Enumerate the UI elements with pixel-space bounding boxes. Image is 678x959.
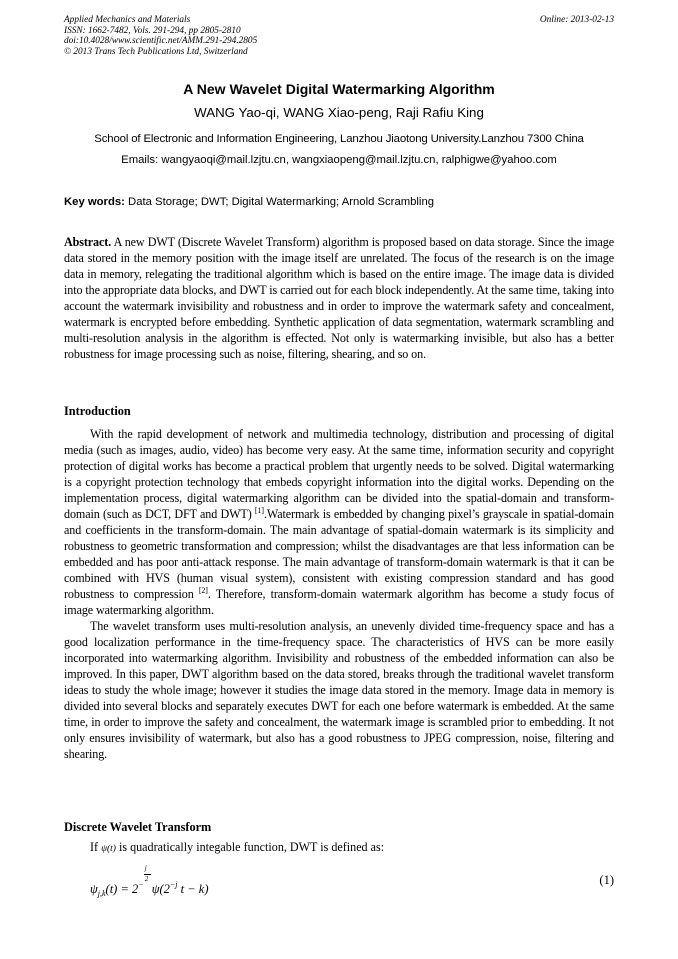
eq-exponent-sign: −: [138, 880, 144, 889]
intro-paragraph-1: [64, 426, 614, 618]
section-heading-introduction: Introduction: [64, 404, 131, 418]
psi-function: ψ(t): [101, 844, 116, 854]
eq-frac-numerator: j: [144, 864, 147, 872]
author-emails: Emails: wangyaoqi@mail.lzjtu.cn, wangxiaopeng@mail.lzjtu.cn, ralphigwe@yahoo.com: [121, 154, 557, 166]
dwt-intro-line: [90, 840, 384, 855]
online-date: Online: 2013-02-13: [539, 15, 614, 25]
citation-1: [1]: [254, 506, 264, 515]
introduction-body: [64, 426, 614, 762]
intro-paragraph-2: The wavelet transform uses multi-resolution analysis, an unevenly divided time-frequency space and has a good localization performance in the time-frequency space. The characteristics of HVS can be more easily incorporated into watermarking algorithm. Invisibility and robustness of the embedded information can also be improved. In this paper, DWT algorithm based on the data stored, breaks through the traditional wavelet transform ideas to study the whole image; however it studies the image data stored in the memory. Image data in memory is divided into several blocks and separately executes DWT for each one before watermark is embedded. At the same time, in order to improve the safety and concealment, the watermark image is scrambled prior to embedding. It not only ensures invisibility of watermark, but also has a good robustness to JPEG compression, noise, filtering and shearing.: [64, 619, 614, 761]
equation-1-body: [90, 864, 209, 898]
intro-p1-text-a: With the rapid development of network and multimedia technology, distribution and processing of digital media (such as images, audio, video) has become very easy. At the same time, information security and copyright protection of digital works has become a practical problem that urgently needs to be solved. Digital watermarking is a copyright protection technology that embeds copyright information into the digital works. Depending on the implementation process, digital watermarking algorithm can be divided into the spatial-domain and transform-domain (such as DCT, DFT and DWT): [64, 427, 614, 521]
eq-subscript: j,k: [97, 889, 106, 898]
affiliation: School of Electronic and Information Engineering, Lanzhou Jiaotong University.Lanzhou 7300 China: [94, 133, 584, 145]
abstract-label: Abstract.: [64, 235, 112, 249]
running-header: [64, 15, 614, 57]
eq-frac-denominator: 2: [144, 875, 149, 883]
eq-tail: t − k): [177, 882, 209, 896]
section-heading-dwt: Discrete Wavelet Transform: [64, 820, 212, 834]
intro-p1-text-b: .Watermark is embedded by changing pixel’s grayscale in spatial-domain and coefficients in the transform-domain. The main advantage of spatial-domain watermark is its simplicity and robustness to geometric transformation and compression; whilst the disadvantages are that less information can be embedded and has poor anti-attack response. The main advantage of transform-domain watermark is that it can be combined with HVS (human visual system), consistent with existing compression standard and has good robustness to compression: [64, 507, 614, 601]
doi-line: doi:10.4028/www.scientific.net/AMM.291-294.2805: [64, 36, 258, 47]
citation-2: [2]: [198, 586, 208, 595]
abstract-text: A new DWT (Discrete Wavelet Transform) algorithm is proposed based on data storage. Since the image data stored in the memory position with the image itself are unrelated. The focus of the research is on the image data in memory, relegating the traditional algorithm which is based on the entire image. The image data is divided into the appropriate data blocks, and DWT is carried out for each block independently. At the same time, taking into account the watermark invisibility and robustness and in order to improve the watermark safety and concealment, watermark is encrypted before embedding. Synthetic application of data segmentation, watermark scrambling and multi-resolution analysis in the algorithm is effected. Not only is watermarking invisible, but also has a better robustness for image processing such as noise, filtering, shearing, and so on.: [64, 235, 614, 361]
paper-title: A New Wavelet Digital Watermarking Algorithm: [183, 81, 495, 97]
abstract: [64, 234, 614, 362]
eq-psi2: ψ(2: [151, 882, 170, 896]
eq-psi: ψ: [90, 882, 98, 896]
copyright-line: © 2013 Trans Tech Publications Ltd, Switzerland: [64, 46, 248, 57]
journal-name: Applied Mechanics and Materials: [64, 15, 191, 25]
keywords-label: Key words:: [64, 196, 125, 208]
equation-1: [90, 864, 614, 898]
intro-p1-text-c: . Therefore, transform-domain watermark algorithm has become a study focus of image watermarking algorithm.: [64, 587, 614, 617]
keywords-text: Data Storage; DWT; Digital Watermarking; Arnold Scrambling: [124, 196, 435, 208]
keywords: [64, 196, 614, 208]
eq-exponent-fraction: [144, 864, 151, 891]
dwt-lead-b: is quadratically integable function, DWT is defined as:: [115, 840, 385, 854]
eq-exponent2: −j: [169, 880, 178, 889]
author-list: WANG Yao-qi, WANG Xiao-peng, Raji Rafiu King: [194, 105, 484, 120]
equation-number: (1): [599, 873, 614, 887]
eq-mid: (t) = 2: [105, 882, 139, 896]
dwt-lead-a: If: [90, 840, 102, 854]
issn-line: ISSN: 1662-7482, Vols. 291-294, pp 2805-2810: [64, 25, 241, 36]
